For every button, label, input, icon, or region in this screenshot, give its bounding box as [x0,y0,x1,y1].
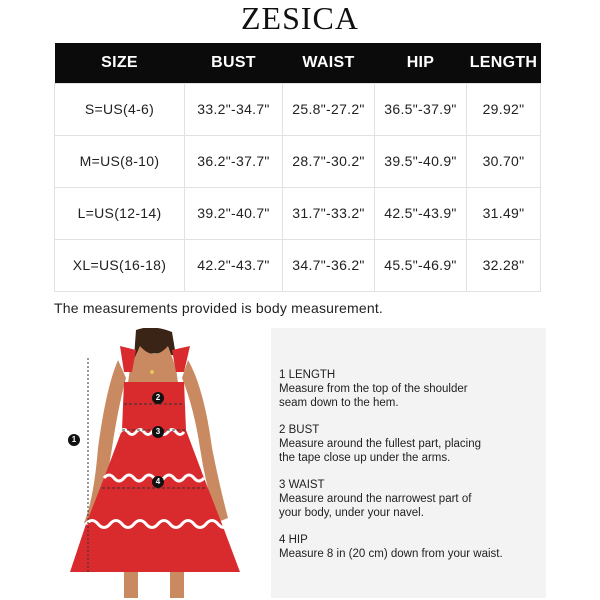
instruction-text: your body, under your navel. [279,507,424,519]
instruction-text: the tape close up under the arms. [279,452,451,464]
cell-size: S=US(4-6) [55,83,185,135]
instruction-text: Measure around the fullest part, placing [279,438,482,450]
table-row [55,83,541,135]
instruction-length [279,368,541,410]
instruction-text: Measure 8 in (20 cm) down from your waist. [279,548,503,560]
measurement-guide [54,328,546,598]
measurement-note: The measurements provided is body measurement. [54,300,384,316]
cell-hip: 45.5"-46.9" [375,239,467,291]
instruction-title: 1 LENGTH [279,369,336,381]
cell-hip: 39.5"-40.9" [375,135,467,187]
cell-size: L=US(12-14) [55,187,185,239]
cell-waist: 34.7"-36.2" [283,239,375,291]
dress-figure-icon [54,328,264,598]
table-row [55,187,541,239]
cell-bust: 36.2"-37.7" [185,135,283,187]
cell-length: 31.49" [467,187,541,239]
table-row [55,239,541,291]
cell-length: 30.70" [467,135,541,187]
cell-hip: 36.5"-37.9" [375,83,467,135]
cell-size: XL=US(16-18) [55,239,185,291]
header-bust: BUST [185,43,283,83]
cell-waist: 28.7"-30.2" [283,135,375,187]
header-length: LENGTH [467,43,541,83]
header-waist: WAIST [283,43,375,83]
cell-length: 32.28" [467,239,541,291]
instruction-title: 3 WAIST [279,479,325,491]
cell-length: 29.92" [467,83,541,135]
marker-waist: 3 [152,426,164,438]
header-size: SIZE [55,43,185,83]
marker-bust: 2 [152,392,164,404]
instruction-text: Measure around the narrowest part of [279,493,472,505]
cell-waist: 31.7"-33.2" [283,187,375,239]
brand-logo: ZESICA [241,0,359,36]
marker-length: 1 [68,434,80,446]
cell-hip: 42.5"-43.9" [375,187,467,239]
cell-bust: 39.2"-40.7" [185,187,283,239]
size-chart-table [54,43,541,292]
instruction-text: seam down to the hem. [279,397,399,409]
table-header-row [55,43,541,83]
instruction-bust [279,423,541,465]
cell-waist: 25.8"-27.2" [283,83,375,135]
instruction-text: Measure from the top of the shoulder [279,383,468,395]
instruction-title: 2 BUST [279,424,320,436]
table-row [55,135,541,187]
instruction-title: 4 HIP [279,534,308,546]
cell-bust: 42.2"-43.7" [185,239,283,291]
cell-size: M=US(8-10) [55,135,185,187]
marker-hip: 4 [152,476,164,488]
instructions-panel [271,328,546,598]
header-hip: HIP [375,43,467,83]
instruction-waist [279,478,541,520]
dress-illustration [54,328,264,598]
cell-bust: 33.2"-34.7" [185,83,283,135]
instruction-hip [279,533,541,561]
